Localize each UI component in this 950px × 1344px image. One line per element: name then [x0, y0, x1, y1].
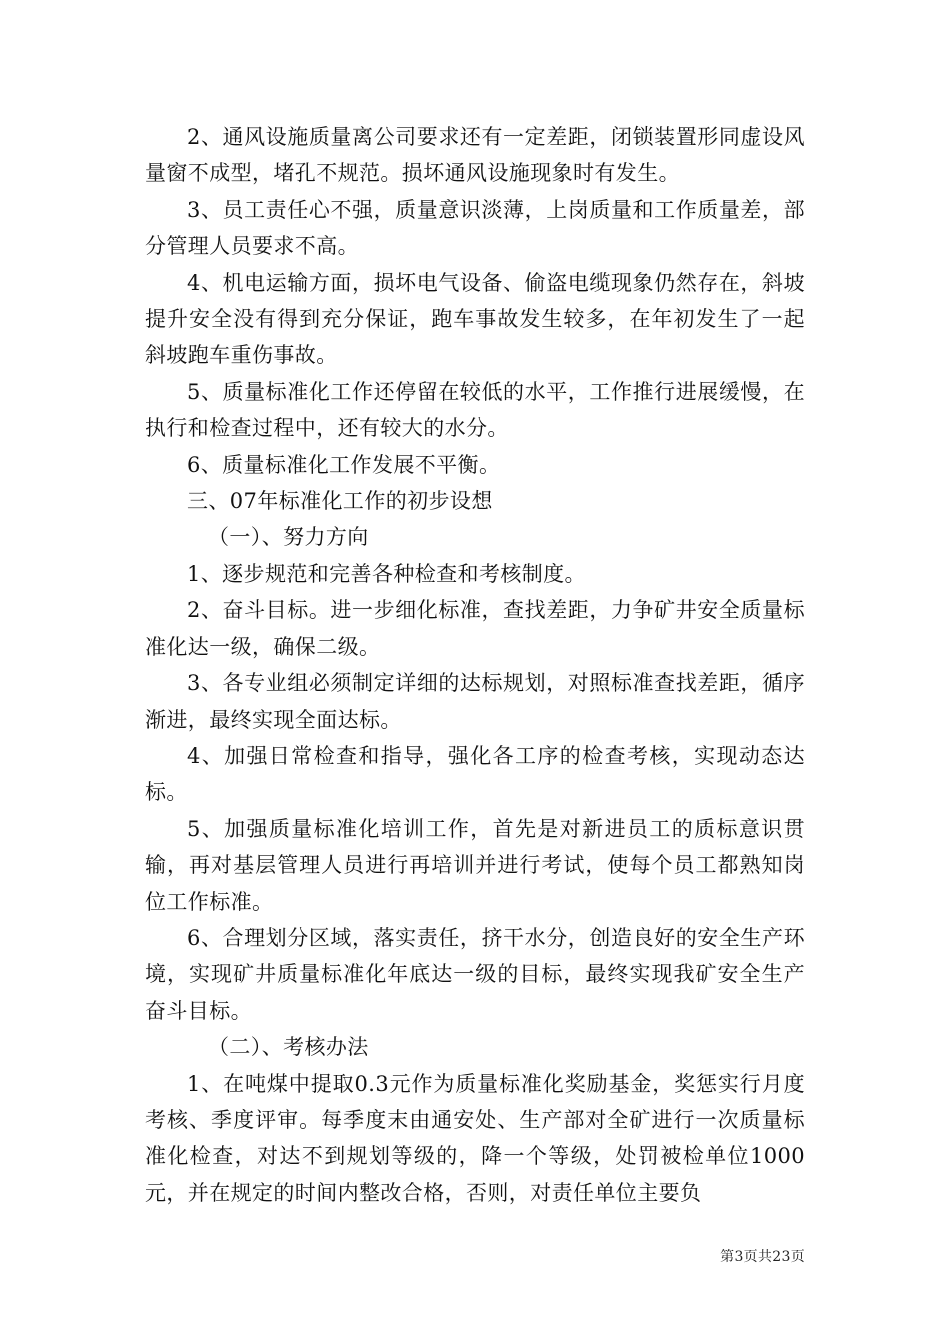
paragraph-standardization-level: 5、质量标准化工作还停留在较低的水平，工作推行进展缓慢，在执行和检查过程中，还有较大的水分。: [145, 379, 805, 441]
paragraph-goal: 2、奋斗目标。进一步细化标准，查找差距，力争矿井安全质量标准化达一级，确保二级。: [145, 598, 805, 659]
paragraph-ventilation-facilities: 2、通风设施质量离公司要求还有一定差距，闭锁装置形同虚设风量窗不成型，堵孔不规范。损坏通风设施现象时有发生。: [145, 125, 805, 186]
paragraph-daily-inspection: 4、加强日常检查和指导，强化各工序的检查考核，实现动态达标。: [145, 743, 805, 805]
paragraph-inspection-system: 1、逐步规范和完善各种检查和考核制度。: [187, 561, 586, 586]
body-text: [145, 119, 805, 1211]
paragraph-uneven-development: 6、质量标准化工作发展不平衡。: [187, 452, 501, 477]
subsection-heading-assessment: （二）、考核办法: [208, 1035, 369, 1060]
paragraph-training: 5、加强质量标准化培训工作，首先是对新进员工的质标意识贯输，再对基层管理人员进行再培训并进行考试，使每个员工都熟知岗位工作标准。: [145, 816, 805, 914]
paragraph-employee-responsibility: 3、员工责任心不强，质量意识淡薄，上岗质量和工作质量差，部分管理人员要求不高。: [145, 197, 805, 259]
subsection-heading-direction: （一）、努力方向: [208, 525, 369, 550]
paragraph-reward-fund: 1、在吨煤中提取0.3元作为质量标准化奖励基金，奖惩实行月度考核、季度评审。每季度末由通安处、生产部对全矿进行一次质量标准化检查，对达不到规划等级的，降一个等级，处罚被检单位1000元，并在规定的时间内整改合格，否则，对责任单位主要负: [145, 1071, 805, 1205]
paragraph-planning: 3、各专业组必须制定详细的达标规划，对照标准查找差距，循序渐进，最终实现全面达标。: [145, 671, 805, 732]
paragraph-zoning: 6、合理划分区域，落实责任，挤干水分，创造良好的安全生产环境，实现矿井质量标准化年底达一级的目标，最终实现我矿安全生产奋斗目标。: [145, 925, 805, 1023]
page-number: 第3页共23页: [720, 1249, 805, 1265]
paragraph-electromechanical-transport: 4、机电运输方面，损坏电气设备、偷盗电缆现象仍然存在，斜坡提升安全没有得到充分保证，跑车事故发生较多，在年初发生了一起斜坡跑车重伤事故。: [145, 270, 805, 368]
section-heading-07-plan: 三、07年标准化工作的初步设想: [187, 489, 493, 514]
